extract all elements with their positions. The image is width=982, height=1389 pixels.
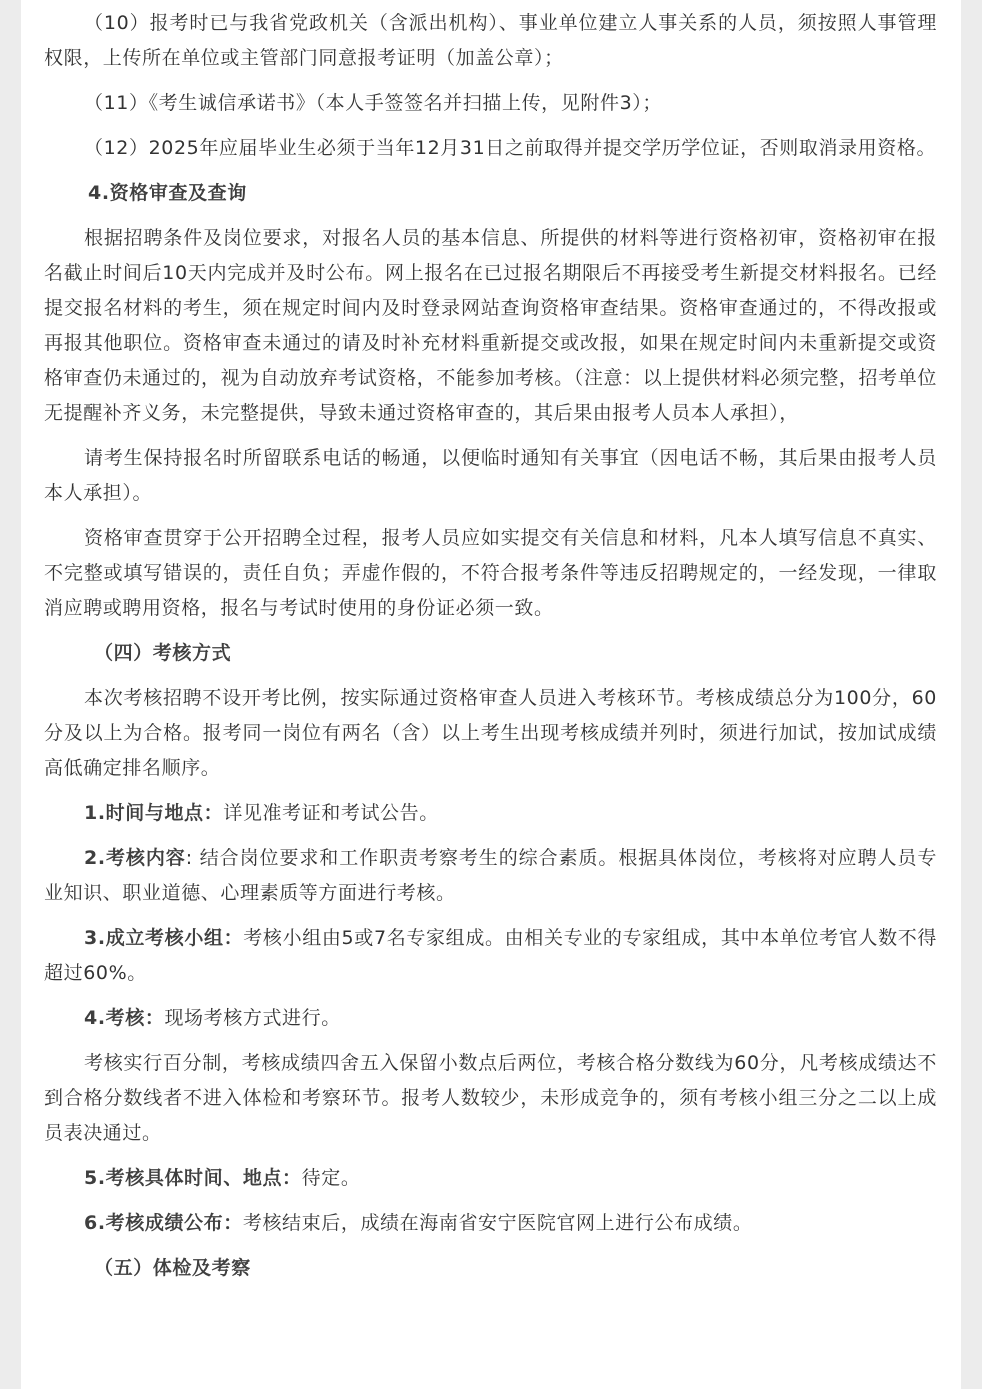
- item-text: 现场考核方式进行。: [164, 1007, 341, 1029]
- item-text: 详见准考证和考试公告。: [223, 802, 439, 824]
- assessment-item-panel: [44, 921, 937, 991]
- item-label: 3.成立考核小组：: [84, 927, 244, 949]
- item-text: 待定。: [301, 1167, 361, 1189]
- item-label: 4.考核：: [84, 1007, 165, 1029]
- item-label: 1.时间与地点：: [84, 802, 224, 824]
- assessment-item-time-place: [44, 796, 937, 831]
- assessment-item-schedule: [44, 1161, 937, 1196]
- section-heading-medical-exam: （五）体检及考察: [94, 1257, 251, 1279]
- paragraph-assessment-intro: 本次考核招聘不设开考比例，按实际通过资格审查人员进入考核环节。考核成绩总分为100分，60分及以上为合格。报考同一岗位有两名（含）以上考生出现考核成绩并列时，须进行加试，按加试成绩高低确定排名顺序。: [44, 687, 937, 779]
- assessment-item-results: [44, 1206, 937, 1241]
- assessment-item-method: [44, 1001, 937, 1036]
- paragraph-contact-phone: 请考生保持报名时所留联系电话的畅通，以便临时通知有关事宜（因电话不畅，其后果由报考人员本人承担）。: [44, 447, 937, 504]
- paragraph-review-process: 根据招聘条件及岗位要求，对报名人员的基本信息、所提供的材料等进行资格初审，资格初审在报名截止时间后10天内完成并及时公布。网上报名在已过报名期限后不再接受考生新提交材料报名。已经提交报名材料的考生，须在规定时间内及时登录网站查询资格审查结果。资格审查通过的，不得改报或再报其他职位。资格审查未通过的请及时补充材料重新提交或改报，如果在规定时间内未重新提交或资格审查仍未通过的，视为自动放弃考试资格，不能参加考核。（注意：以上提供材料必须完整，招考单位无提醒补齐义务，未完整提供，导致未通过资格审查的，其后果由报考人员本人承担），: [44, 227, 937, 424]
- item-label: 6.考核成绩公布：: [84, 1212, 243, 1234]
- paragraph-item-11: （11）《考生诚信承诺书》（本人手签签名并扫描上传，见附件3）；: [84, 92, 662, 114]
- heading-qualification-review: 4.资格审查及查询: [88, 182, 247, 204]
- section-heading-assessment: （四）考核方式: [94, 642, 232, 664]
- paragraph-item-10: （10）报考时已与我省党政机关（含派出机构）、事业单位建立人事关系的人员，须按照人事管理权限，上传所在单位或主管部门同意报考证明（加盖公章）；: [44, 12, 937, 69]
- document-page: [21, 0, 961, 1389]
- item-label: 5.考核具体时间、地点：: [84, 1167, 302, 1189]
- item-text: 考核小组由5或7名专家组成。由相关专业的专家组成，其中本单位考官人数不得超过60%。: [44, 927, 937, 984]
- assessment-item-content: [44, 841, 937, 911]
- item-label: 2.考核内容: [84, 847, 186, 869]
- paragraph-scoring-rules: 考核实行百分制，考核成绩四舍五入保留小数点后两位，考核合格分数线为60分，凡考核成绩达不到合格分数线者不进入体检和考察环节。报考人数较少，未形成竞争的，须有考核小组三分之二以上成员表决通过。: [44, 1052, 937, 1144]
- paragraph-item-12: （12）2025年应届毕业生必须于当年12月31日之前取得并提交学历学位证，否则取消录用资格。: [84, 137, 937, 159]
- paragraph-review-throughout: 资格审查贯穿于公开招聘全过程，报考人员应如实提交有关信息和材料，凡本人填写信息不真实、不完整或填写错误的，责任自负；弄虚作假的，不符合报考条件等违反招聘规定的，一经发现，一律取消应聘或聘用资格，报名与考试时使用的身份证必须一致。: [44, 527, 937, 619]
- item-text: 考核结束后，成绩在海南省安宁医院官网上进行公布成绩。: [242, 1212, 753, 1234]
- item-text: : 结合岗位要求和工作职责考察考生的综合素质。根据具体岗位，考核将对应聘人员专业知识、职业道德、心理素质等方面进行考核。: [44, 847, 937, 904]
